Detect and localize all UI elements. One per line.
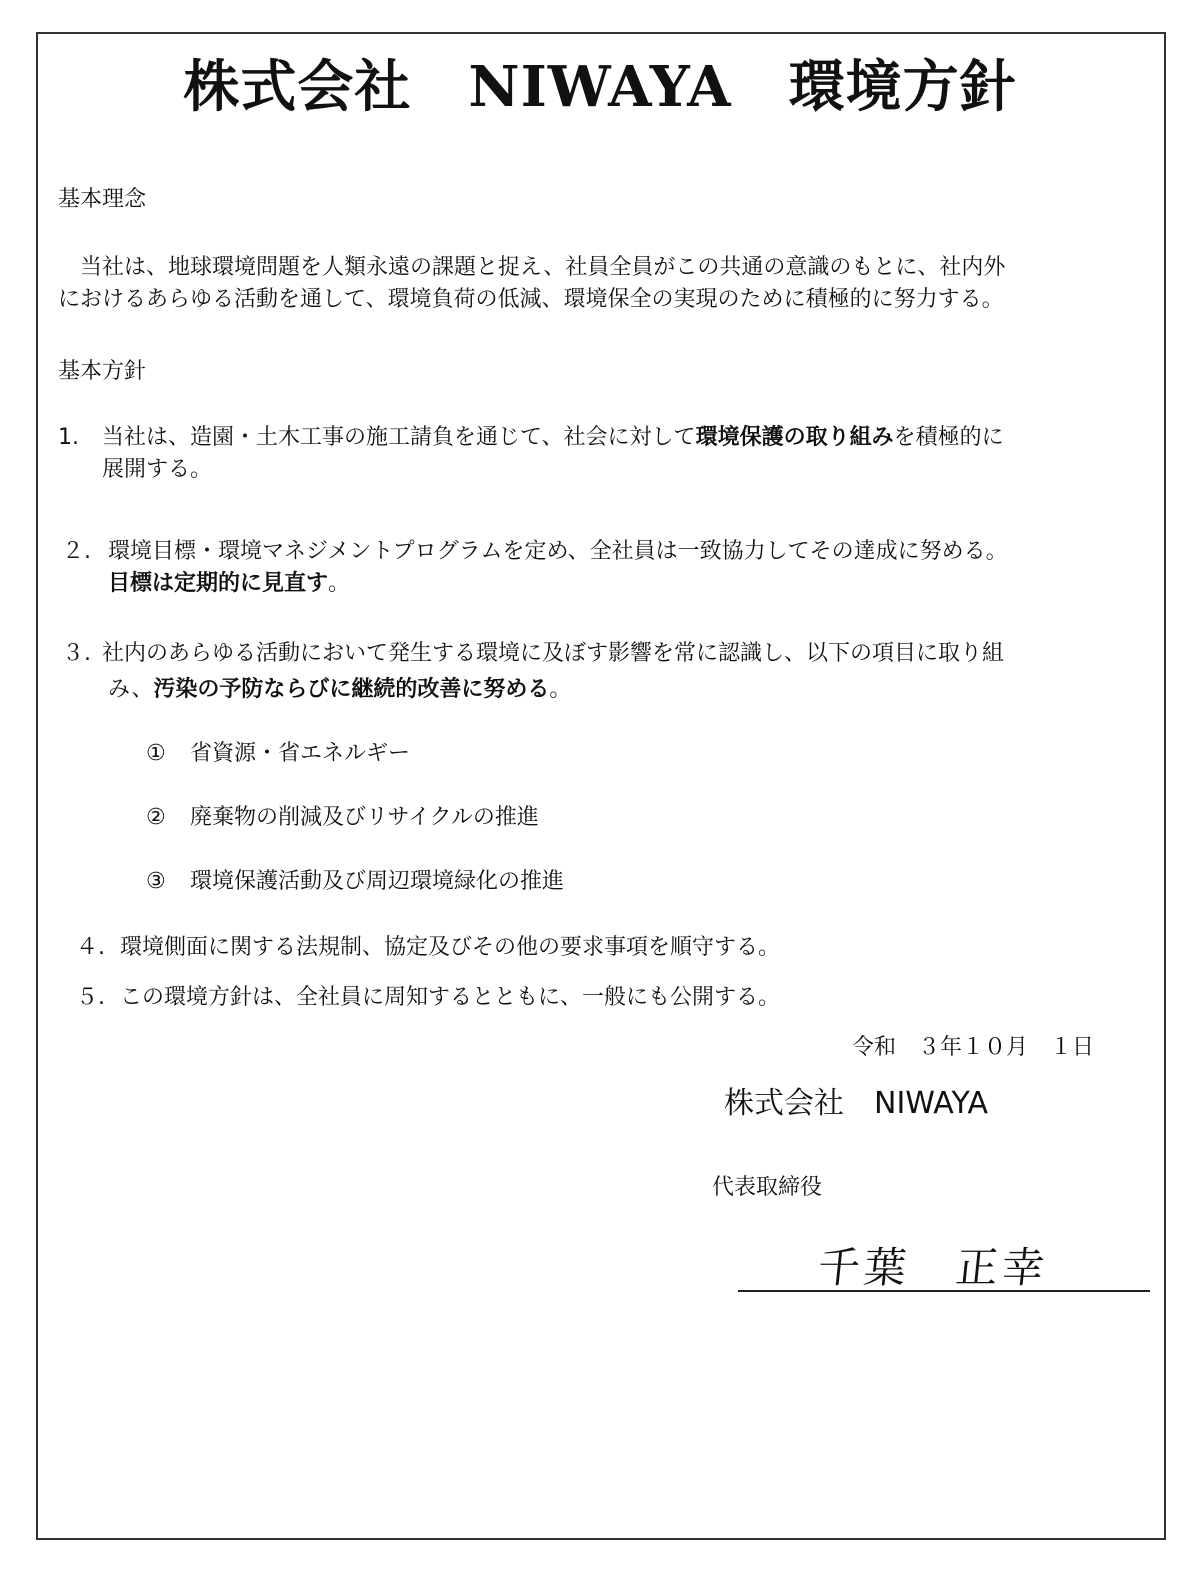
policy-item-3-line1: 社内のあらゆる活動において発生する環境に及ぼす影響を常に認識し、以下の項目に取り組	[102, 641, 1005, 666]
sub-item-3-mark: ③	[146, 869, 166, 894]
policy-item-4-text: 環境側面に関する法規制、協定及びその他の要求事項を順守する。	[120, 935, 781, 960]
policy-item-1-text-a: 当社は、造園・土木工事の施工請負を通じて、社会に対して	[102, 425, 696, 450]
handwritten-signature: 千葉 正幸	[815, 1243, 1051, 1292]
sub-item-2-text: 廃棄物の削減及びリサイクルの推進	[190, 805, 539, 830]
document-title: 株式会社 NIWAYA 環境方針	[183, 54, 1017, 120]
policy-item-1-text-b: を積極的に	[893, 425, 1004, 450]
company-name: 株式会社 NIWAYA	[724, 1086, 989, 1121]
document-date: 令和 ３年１０月 １日	[852, 1035, 1095, 1060]
policy-item-2-emphasis: 目標は定期的に見直す	[108, 571, 329, 596]
sub-item-2-mark: ②	[146, 805, 166, 830]
policy-item-5-text: この環境方針は、全社員に周知するとともに、一般にも公開する。	[120, 985, 781, 1010]
policy-heading: 基本方針	[58, 359, 147, 384]
policy-item-2-line1: 環境目標・環境マネジメントプログラムを定め、全社員は一致協力してその達成に努める。	[108, 539, 1008, 564]
policy-item-4-number: ４.	[76, 935, 105, 960]
policy-item-1-emphasis: 環境保護の取り組み	[695, 425, 894, 450]
policy-item-3-text-end: 。	[549, 677, 572, 702]
philosophy-text-line2: におけるあらゆる活動を通して、環境負荷の低減、環境保全の実現のために積極的に努力する。	[58, 287, 1004, 312]
sub-item-1-text: 省資源・省エネルギー	[190, 741, 411, 766]
sub-item-1-mark: ①	[146, 741, 166, 766]
policy-item-5-number: ５.	[76, 985, 105, 1010]
policy-item-3-line2	[108, 674, 571, 706]
philosophy-heading: 基本理念	[58, 187, 147, 212]
policy-item-3-number: ３.	[62, 641, 91, 666]
policy-item-2-line2	[108, 568, 350, 600]
policy-item-1-line1	[102, 422, 1004, 454]
policy-item-3-emphasis: 汚染の予防ならびに継続的改善に努める	[153, 677, 550, 702]
sub-item-3-text: 環境保護活動及び周辺環境緑化の推進	[190, 869, 565, 894]
policy-item-2-text-end: 。	[328, 571, 351, 596]
signature-line	[738, 1290, 1150, 1292]
policy-item-1-number: 1.	[58, 425, 79, 450]
philosophy-text-line1: 当社は、地球環境問題を人類永遠の課題と捉え、社員全員がこの共通の意識のもとに、社内外	[80, 255, 1006, 280]
policy-item-3-text-a: み、	[108, 677, 154, 702]
representative-title: 代表取締役	[712, 1175, 823, 1200]
policy-item-1-line2: 展開する。	[102, 457, 213, 482]
policy-item-2-number: ２.	[62, 539, 91, 564]
